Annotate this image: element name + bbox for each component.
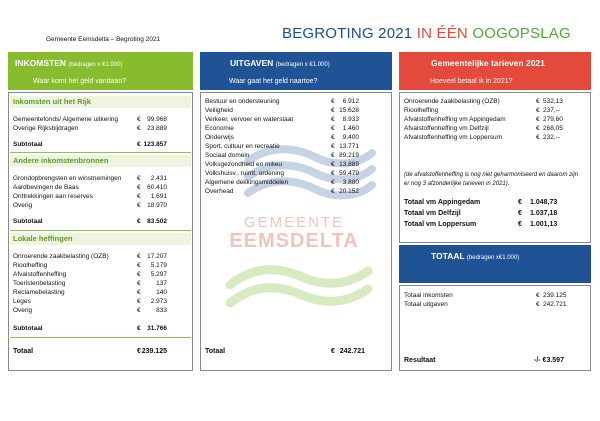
inkomsten-title: INKOMSTEN (bedragen x €1.000) [15,58,123,68]
table-row: Economie € 1.460 [205,125,359,132]
table-row: Reclamebelasting € 140 [13,289,167,296]
section-divider [10,152,191,153]
table-row: Afvalstoffenheffing vm Appingedam € 279,60 [404,116,563,123]
totaal-panel [399,285,591,371]
title-part-in-een: IN ÉÉN [416,25,468,42]
section-title-andere: Andere inkomstenbronnen [13,156,109,165]
tarieven-panel [399,92,591,243]
table-row: Veiligheid € 15.628 [205,107,359,114]
total-row: Totaal € 239.125 [13,348,167,355]
totaal-title: TOTAAL (bedragen x€1.000) [431,251,520,261]
subtotal-row: Subtotaal € 123.857 [13,141,167,148]
uitgaven-question: Waar gaat het geld naartoe? [229,78,318,85]
table-row: Grondopbrengsten en winstnemingen € 2.431 [13,175,167,182]
tarieven-header [399,52,591,90]
document-subtitle: Gemeente Eemsdelta – Begroting 2021 [46,36,161,43]
table-row: Afvalstoffenheffing vm Delfzijl € 268,05 [404,125,563,132]
table-row: Sport, cultuur en recreatie € 13.771 [205,143,359,150]
result-row: Resultaat -/- €3.597 [404,357,564,364]
table-row: Overig € 18.970 [13,202,167,209]
title-part-begroting: BEGROTING 2021 [282,25,413,42]
logo-text-gemeente: GEMEENTE [243,214,345,231]
inkomsten-panel [8,92,193,371]
table-row: Rioolheffing € 5.179 [13,262,167,269]
table-row: Onttrekkingen aan reserves € 1.691 [13,193,167,200]
table-row: Afvalstoffenheffing € 5.297 [13,271,167,278]
section-title-lokale: Lokale heffingen [13,234,73,243]
logo-text-eemsdelta: EEMSDELTA [229,230,359,252]
totaal-header [399,245,591,283]
table-row: Algemene dekkingsmiddelen € 3.880 [205,179,359,186]
total-row: Totaal vm Loppersum € 1.001,13 [404,221,558,228]
table-row: Aardbevingen de Baas € 60.410 [13,184,167,191]
uitgaven-panel [200,92,392,371]
table-row: Onroerende zaakbelasting (OZB) € 532,13 [404,98,563,105]
inkomsten-header [8,52,193,90]
subtotal-row: Subtotaal € 83.502 [13,218,167,225]
table-row: Bestuur en ondersteuning € 6.912 [205,98,359,105]
tarieven-question: Hoeveel betaal ik in 2021? [430,78,513,85]
table-row: Afvalstoffenheffing vm Loppersum € 232,-- [404,134,560,141]
section-divider [10,230,191,231]
total-row: Totaal vm Appingedam € 1.048,73 [404,199,558,206]
uitgaven-header [200,52,392,90]
table-row: Totaal uitgaven € 242.721 [404,301,567,308]
table-row: Overig € 833 [13,307,167,314]
total-row: Totaal vm Delfzijl € 1.037,18 [404,210,558,217]
table-row: Rioolheffing € 237,-- [404,107,560,114]
section-title-rijk: Inkomsten uit het Rijk [13,97,91,106]
table-row: Verkeer, vervoer en waterstaat € 8.933 [205,116,359,123]
table-row: Onroerende zaakbelasting (OZB) € 17.207 [13,253,167,260]
title-part-oogopslag: OOGOPSLAG [472,25,571,42]
uitgaven-title: UITGAVEN (bedragen x €1.000) [230,58,330,68]
table-row: Volksgezondheid en milieu € 13.889 [205,161,359,168]
total-row: Totaal € 242.721 [205,348,365,355]
page-title [282,25,571,42]
table-row: Leges € 2.973 [13,298,167,305]
table-row: Totaal inkomsten € 239.125 [404,292,567,299]
table-row: Toeristenbelasting € 137 [13,280,167,287]
table-row: Volkshuisv., ruimt. ordening € 59.479 [205,170,359,177]
table-row: Overhead € 20.152 [205,188,359,195]
section-divider [10,337,191,338]
subtotal-row: Subtotaal € 31.766 [13,325,167,332]
table-row: Sociaal domein € 89.219 [205,152,359,159]
tarieven-note: (de afvalstoffenheffing is nog niet geharmoniseerd en daarom zijn er nog 3 afzonderlijke tarieven in 2021). [404,172,579,187]
table-row: Onderwijs € 9.400 [205,134,359,141]
inkomsten-question: Waar komt het geld vandaan? [33,78,127,85]
tarieven-title: Gemeentelijke tarieven 2021 [431,58,545,68]
table-row: Gemeentefonds/ Algemene uitkering € 99.968 [13,116,167,123]
table-row: Overige Rijksbijdragen € 23.889 [13,125,167,132]
